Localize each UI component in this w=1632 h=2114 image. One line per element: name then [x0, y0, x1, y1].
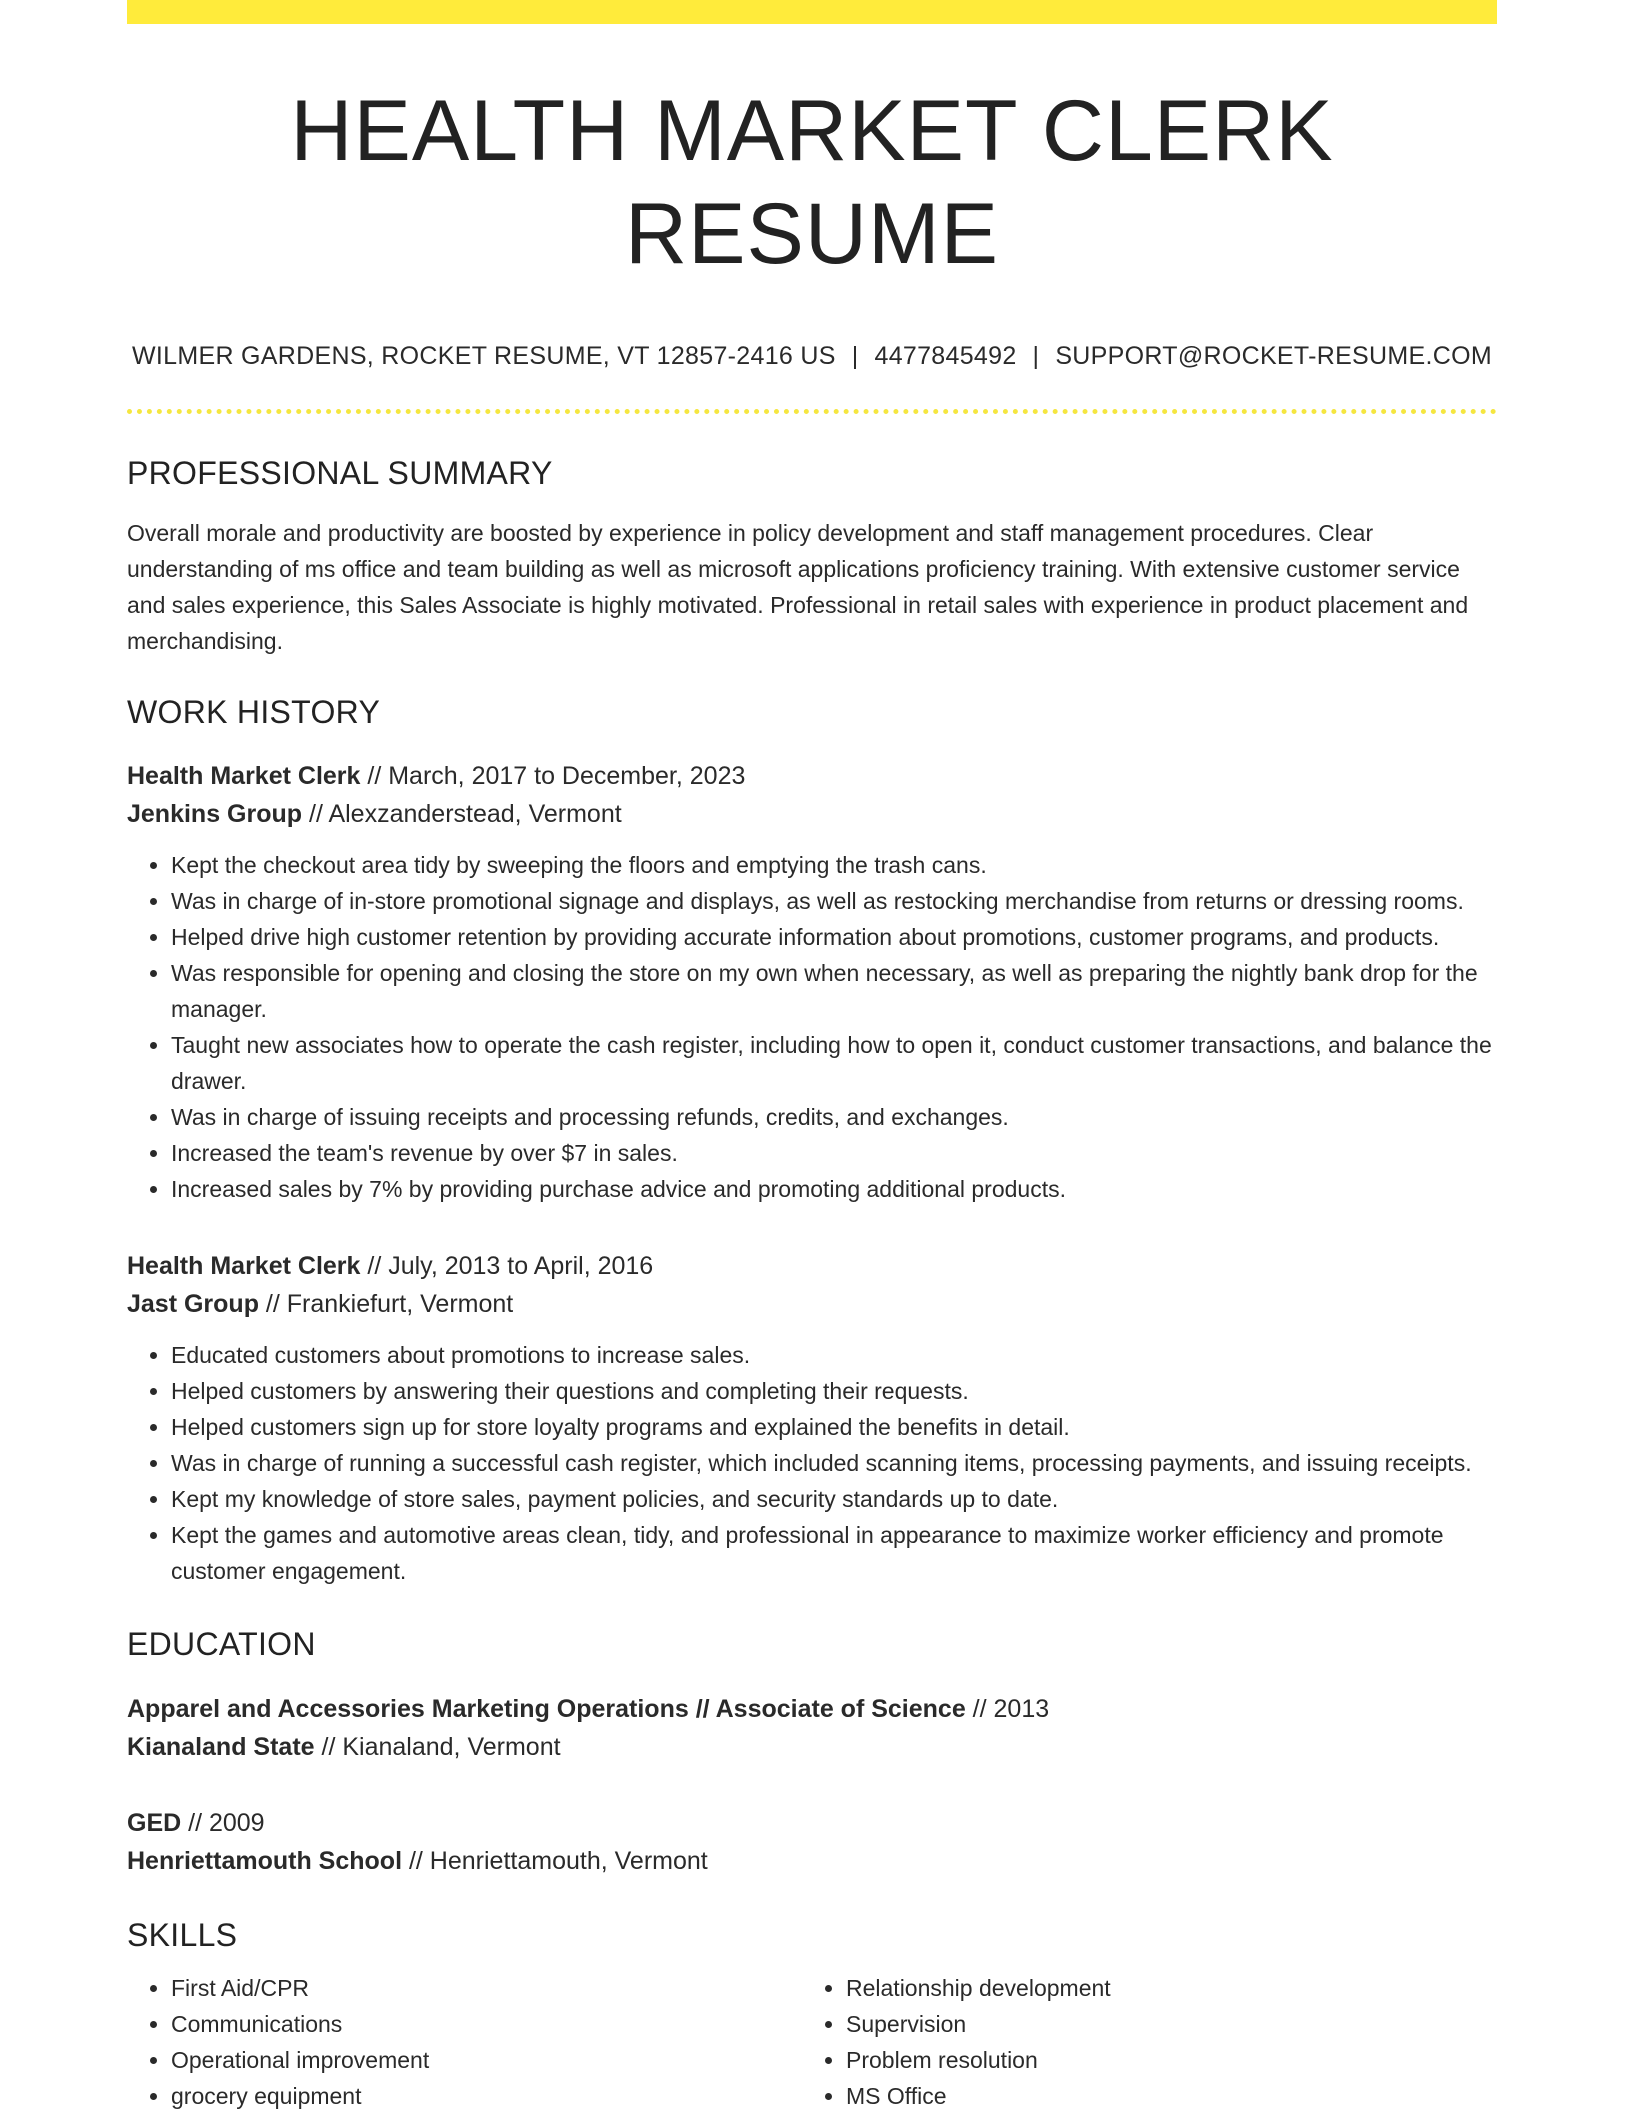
list-item: • Operational improvement: [171, 2042, 802, 2078]
list-item: • Helped customers by answering their questions and completing their requests.: [171, 1373, 1497, 1409]
education-heading: EDUCATION: [127, 1626, 316, 1663]
job-title-line: [127, 757, 1497, 795]
list-item: • Helped drive high customer retention by providing accurate information about promotions, customer programs, and products.: [171, 919, 1497, 955]
job-dates: // July, 2013 to April, 2016: [360, 1252, 654, 1281]
list-item: • Helped customers sign up for store loyalty programs and explained the benefits in detail.: [171, 1409, 1497, 1445]
list-item: • Increased sales by 7% by providing purchase advice and promoting additional products.: [171, 1171, 1497, 1207]
list-item: • Relationship development: [846, 1970, 1477, 2006]
list-item: • Taught new associates how to operate the cash register, including how to open it, conduct customer transactions, and balance the drawer.: [171, 1027, 1497, 1099]
degree-year: // 2009: [181, 1808, 265, 1837]
school-line: [127, 1728, 1497, 1766]
job-title: Health Market Clerk: [127, 762, 361, 791]
contact-line: [127, 341, 1497, 371]
degree-line: [127, 1690, 1497, 1728]
list-item: • Was responsible for opening and closing the store on my own when necessary, as well as preparing the nightly bank drop for the manager.: [171, 955, 1497, 1027]
contact-separator: |: [1032, 342, 1040, 371]
degree: Apparel and Accessories Marketing Operations // Associate of Science: [127, 1694, 966, 1723]
dotted-divider: [127, 409, 1497, 414]
list-item: • Kept the games and automotive areas clean, tidy, and professional in appearance to maximize worker efficiency and promote customer engagement.: [171, 1517, 1497, 1589]
job-bullets: [127, 847, 1497, 1207]
skills-heading: SKILLS: [127, 1916, 238, 1953]
contact-email: SUPPORT@ROCKET-RESUME.COM: [1055, 342, 1492, 371]
degree-year: // 2013: [965, 1694, 1050, 1723]
job-entry: [127, 757, 1497, 1207]
page-title: HEALTH MARKET CLERK RESUME: [290, 83, 1334, 283]
job-company-line: [127, 1285, 1497, 1323]
summary-text: Overall morale and productivity are boosted by experience in policy development and staff management procedures. Clear understanding of ms office and team building as well as microsoft applications proficiency training. With extensive customer service and sales experience, this Sales Associate is highly motivated. Professional in retail sales with experience in product placement and merchandising.: [127, 519, 1469, 654]
list-item: • grocery equipment: [171, 2078, 802, 2114]
job-company: Jenkins Group: [127, 800, 303, 829]
job-company-line: [127, 795, 1497, 833]
school-location: // Kianaland, Vermont: [314, 1732, 561, 1761]
skills-grid: [127, 1970, 1497, 2114]
contact-address: WILMER GARDENS, ROCKET RESUME, VT 12857-2416 US: [132, 342, 836, 371]
list-item: • MS Office: [846, 2078, 1477, 2114]
job-bullets: [127, 1337, 1497, 1589]
list-item: • Communications: [171, 2006, 802, 2042]
job-title: Health Market Clerk: [127, 1252, 361, 1281]
school: Henriettamouth School: [127, 1846, 403, 1875]
job-location: // Alexzanderstead, Vermont: [302, 800, 622, 829]
list-item: • Educated customers about promotions to increase sales.: [171, 1337, 1497, 1373]
degree-line: [127, 1804, 1497, 1842]
list-item: • Increased the team's revenue by over $7 in sales.: [171, 1135, 1497, 1171]
degree: GED: [127, 1808, 182, 1837]
list-item: • Supervision: [846, 2006, 1477, 2042]
list-item: • Kept the checkout area tidy by sweeping the floors and emptying the trash cans.: [171, 847, 1497, 883]
list-item: • Was in charge of in-store promotional signage and displays, as well as restocking merchandise from returns or dressing rooms.: [171, 883, 1497, 919]
accent-bar: [127, 0, 1497, 24]
list-item: • Kept my knowledge of store sales, payment policies, and security standards up to date.: [171, 1481, 1497, 1517]
work-history-heading: WORK HISTORY: [127, 693, 381, 730]
job-dates: // March, 2017 to December, 2023: [360, 762, 746, 791]
job-entry: [127, 1247, 1497, 1589]
list-item: • First Aid/CPR: [171, 1970, 802, 2006]
contact-phone: 4477845492: [874, 342, 1017, 371]
job-title-line: [127, 1247, 1497, 1285]
skills-column-right: [802, 1970, 1477, 2114]
education-entry: [127, 1804, 1497, 1880]
contact-separator: |: [851, 342, 859, 371]
list-item: • Was in charge of running a successful cash register, which included scanning items, processing payments, and issuing receipts.: [171, 1445, 1497, 1481]
list-item: • Problem resolution: [846, 2042, 1477, 2078]
school: Kianaland State: [127, 1732, 315, 1761]
resume-page: [127, 0, 1497, 2114]
education-entry: [127, 1690, 1497, 1766]
job-location: // Frankiefurt, Vermont: [258, 1290, 514, 1319]
school-location: // Henriettamouth, Vermont: [402, 1846, 708, 1875]
school-line: [127, 1842, 1497, 1880]
job-company: Jast Group: [127, 1290, 259, 1319]
list-item: • Was in charge of issuing receipts and processing refunds, credits, and exchanges.: [171, 1099, 1497, 1135]
skills-column-left: [127, 1970, 802, 2114]
summary-heading: PROFESSIONAL SUMMARY: [127, 455, 553, 492]
